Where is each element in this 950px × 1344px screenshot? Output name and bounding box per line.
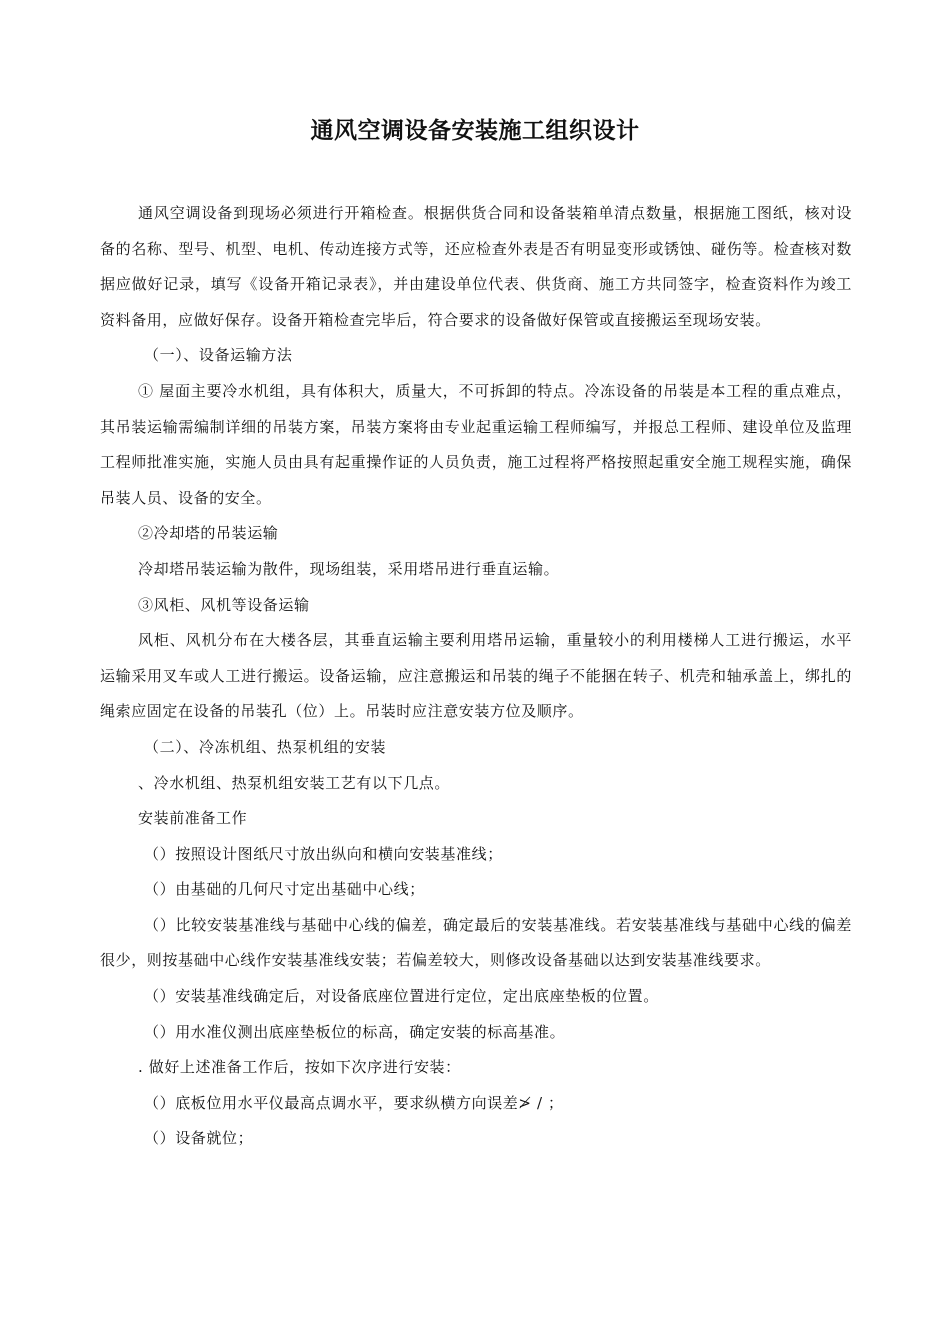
list-item-centerline: （）由基础的几何尺寸定出基础中心线； — [144, 880, 425, 899]
paragraph-chiller-hoisting: ① 屋面主要冷水机组，具有体积大，质量大，不可拆卸的特点。冷冻设备的吊装是本工程的重点难点，其吊装运输需编制详细的吊装方案，吊装方案将由专业起重运输工程师编写，并报总工程师、建设单位及监理工程师批准实施，实施人员由具有起重操作证的人员负责，施工过程将严格按照起重安全施工规程实施，确保吊装人员、设备的安全。 — [100, 381, 852, 507]
paragraph-install-sequence: . 做好上述准备工作后，按如下次序进行安装： — [138, 1058, 461, 1077]
paragraph-air-handler-fan: 风柜、风机分布在大楼各层，其垂直运输主要利用塔吊运输，重量较小的利用楼梯人工进行搬运，水平运输采用叉车或人工进行搬运。设备运输，应注意搬运和吊装的绳子不能捆在转子、机壳和轴承盖上，绑扎的绳索应固定在设备的吊装孔（位）上。吊装时应注意安装方位及顺序。 — [100, 631, 852, 721]
paragraph-cooling-tower: 冷却塔吊装运输为散件，现场组装，采用塔吊进行垂直运输。 — [138, 559, 560, 578]
list-item-compare-deviation: （）比较安装基准线与基础中心线的偏差，确定最后的安装基准线。若安装基准线与基础中心线的偏差很少，则按基础中心线作安装基准线安装；若偏差较大，则修改设备基础以达到安装基准线要求。 — [100, 915, 852, 970]
subheading-preparation: 安装前准备工作 — [138, 809, 248, 828]
list-item-elevation: （）用水准仪测出底座垫板位的标高，确定安装的标高基准。 — [144, 1022, 566, 1041]
section-heading-chiller-install: （二）、冷冻机组、热泵机组的安装 — [144, 737, 387, 756]
document-body — [100, 196, 852, 1157]
list-item-base-positioning: （）安装基准线确定后，对设备底座位置进行定位，定出底座垫板的位置。 — [144, 987, 659, 1006]
list-item-positioning: （）设备就位； — [144, 1129, 254, 1148]
paragraph-install-points: 、冷水机组、热泵机组安装工艺有以下几点。 — [138, 773, 451, 792]
subheading-cooling-tower: ②冷却塔的吊装运输 — [138, 524, 279, 543]
list-item-leveling: （）底板位用水平仪最高点调水平，要求纵横方向误差≯ / ； — [144, 1093, 564, 1112]
list-item-baseline: （）按照设计图纸尺寸放出纵向和横向安装基准线； — [144, 844, 503, 863]
paragraph-unpacking-inspection: 通风空调设备到现场必须进行开箱检查。根据供货合同和设备装箱单清点数量，根据施工图纸，核对设备的名称、型号、机型、电机、传动连接方式等，还应检查外表是否有明显变形或锈蚀、碰伤等。检查核对数据应做好记录，填写《设备开箱记录表》，并由建设单位代表、供货商、施工方共同签字，检查资料作为竣工资料备用，应做好保存。设备开箱检查完毕后，符合要求的设备做好保管或直接搬运至现场安装。 — [100, 204, 852, 329]
section-heading-transport-method: （一）、设备运输方法 — [144, 346, 293, 365]
subheading-air-handler-fan: ③风柜、风机等设备运输 — [138, 595, 310, 614]
document-title: 通风空调设备安装施工组织设计 — [310, 117, 640, 144]
